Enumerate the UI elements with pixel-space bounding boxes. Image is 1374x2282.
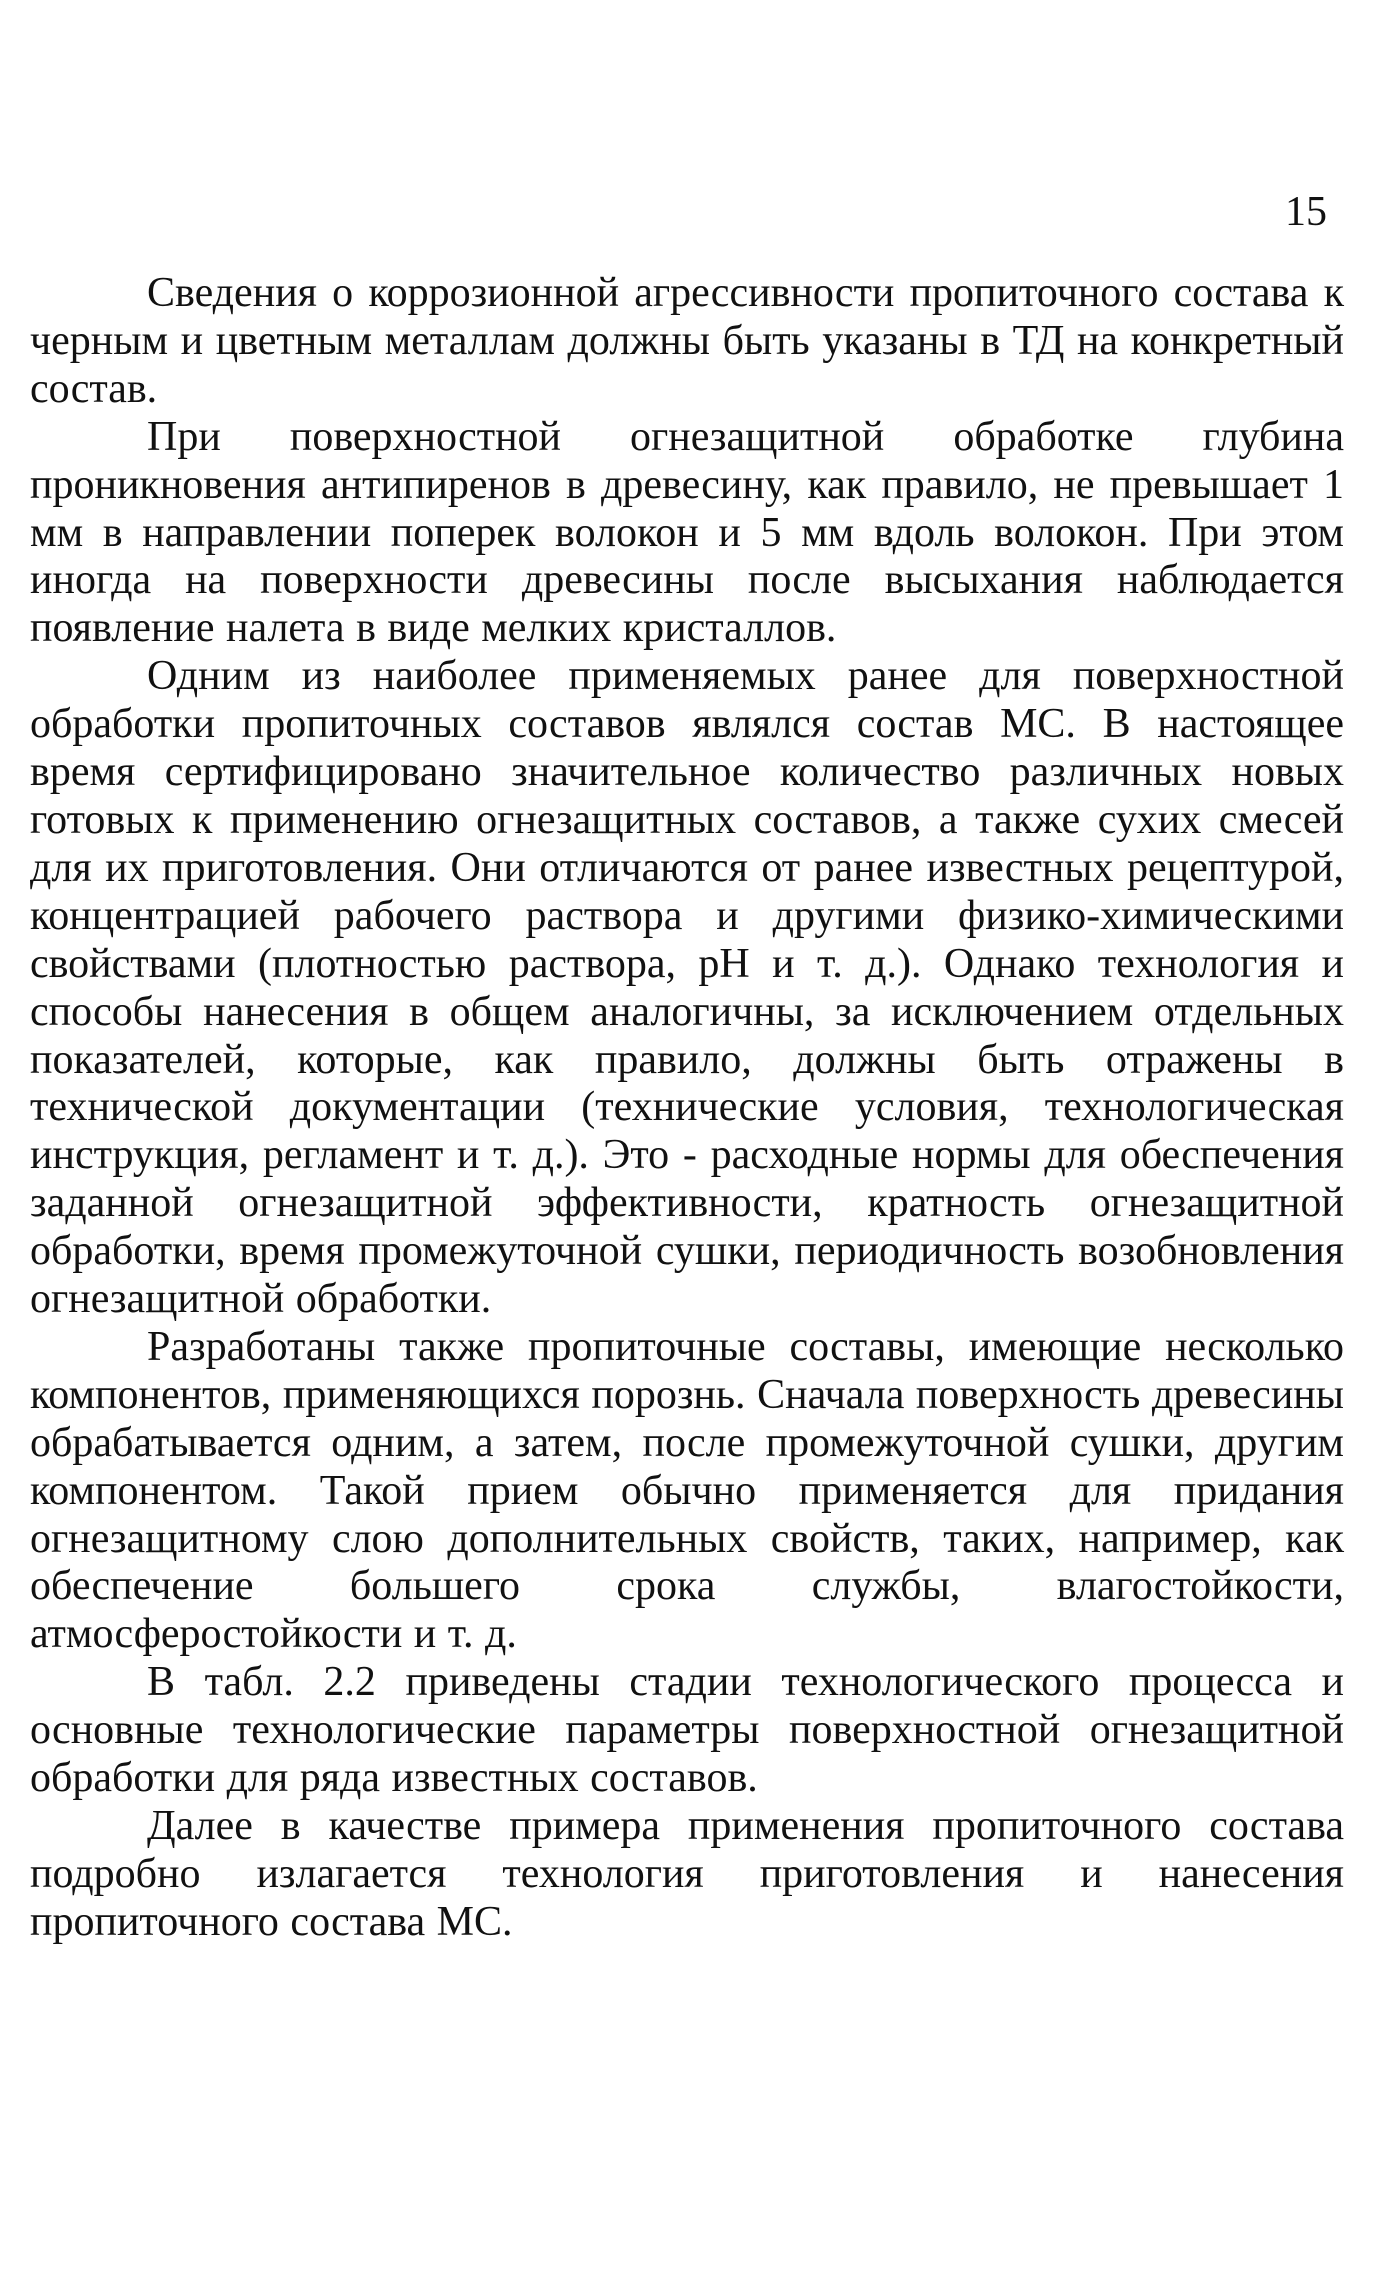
page-number: 15 xyxy=(1285,189,1327,235)
paragraph-ms-composition: Одним из наиболее применяемых ранее для поверхностной обработки пропиточных составов являлся состав МС. В настоящее время сертифицировано значительное количество различных новых готовых к применению огнезащитных составов, а также сухих смесей для их приготовления. Они отличаются от ранее известных рецептурой, концентрацией рабочего раствора и другими физико-химическими свойствами (плотностью раствора, pH и т. д.). Однако технология и способы нанесения в общем аналогичны, за исключением отдельных показателей, которые, как правило, должны быть отражены в технической документации (технические условия, технологическая инструкция, регламент и т. д.). Это - расходные нормы для обеспечения заданной огнезащитной эффективности, кратность огнезащитной обработки, время промежуточной сушки, периодичность возобновления огнезащитной обработки. xyxy=(30,653,1344,1323)
body-text xyxy=(30,270,1344,1947)
paragraph-penetration-depth: При поверхностной огнезащитной обработке глубина проникновения антипиренов в древесину, как правило, не превышает 1 мм в направлении поперек волокон и 5 мм вдоль волокон. При этом иногда на поверхности древесины после высыхания наблюдается появление налета в виде мелких кристаллов. xyxy=(30,413,1344,652)
paragraph-corrosion-info: Сведения о коррозионной агрессивности пропиточного состава к черным и цветным металлам должны быть указаны в ТД на конкретный состав. xyxy=(30,270,1344,412)
paragraph-multicomponent: Разработаны также пропиточные составы, имеющие несколько компонентов, применяющихся порознь. Сначала поверхность древесины обрабатывается одним, а затем, после промежуточной сушки, другим компонентом. Такой прием обычно применяется для придания огнезащитному слою дополнительных свойств, таких, например, как обеспечение большего срока службы, влагостойкости, атмосферостойкости и т. д. xyxy=(30,1323,1344,1658)
paragraph-table-reference: В табл. 2.2 приведены стадии технологического процесса и основные технологические параметры поверхностной огнезащитной обработки для ряда известных составов. xyxy=(30,1659,1344,1802)
paragraph-example-intro: Далее в качестве примера применения пропиточного состава подробно излагается технология приготовления и нанесения пропиточного состава МС. xyxy=(30,1803,1344,1945)
